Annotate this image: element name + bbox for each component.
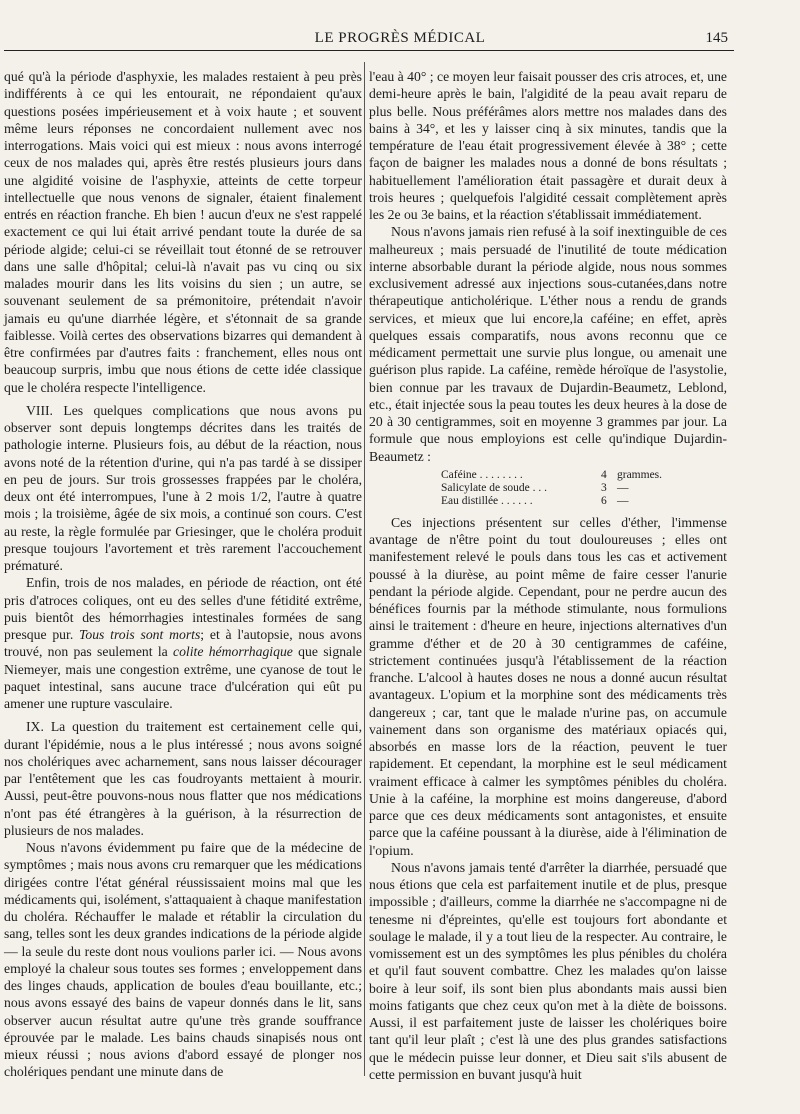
ingredient-quantity: 4 [601,468,607,481]
ingredient-unit: — [617,494,629,507]
ingredient-name: Salicylate de soude . . . [441,481,548,494]
paragraph: l'eau à 40° ; ce moyen leur faisait pousser des cris atroces, et, une demi-heure après le bain, l'algidité de la peau avait reparu de plus belle. Nous préférâmes alors mettre nos malades dans des bains à 34°, et les y laisser cinq à six minutes, tandis que la température de l'eau était progressivement élevée à 38° ; cette façon de baigner les malades nous a donné de bons résultats ; habituellement l'amélioration était passagère et durait deux à trois heures ; quelquefois l'algidité cessait complètement après les 2e ou 3e bains, et la réaction s'établissait immédiatement. [369,69,727,222]
ingredient-name: Caféine . . . . . . . . [441,468,523,481]
ingredient-quantity: 3 [601,481,607,494]
ingredient-quantity: 6 [601,494,607,507]
paragraph: Nous n'avons jamais tenté d'arrêter la diarrhée, persuadé que nous étions que cela est parfaitement inutile et de plus, presque impossible ; d'ailleurs, comme la diarrhée ne s'accompagne ni de tenesme ni d'épreintes, qu'elle est toujours fort abondante et soulage le malade, il y a tout lieu de la respecter. Au contraire, le vomissement est un des symptômes les plus pénibles du choléra et qu'il faut souvent combattre. Chez les malades qu'on laisse boire à leur soif, ils sont bien plus abondants mais aussi bien moins fatigants que chez ceux qu'on met à la diète de boissons. Aussi, il est parfaitement juste de laisser les cholériques boire tant qu'il leur plaît ; c'est là une des plus grandes satisfactions que le médecin puisse leur donner, et Dieu sait s'ils abusent de cette permission en buvant jusqu'à huit [369,859,727,1082]
formula-row [441,469,727,482]
section-number: IX. [26,719,44,735]
paragraph-text: La question du traitement est certainement celle qui, durant l'épidémie, nous a le plus intéressé ; nous avons soigné nos cholériques avec acharnement, sans nous laisser décourager par l'entêtement que les cas foudroyants mettaient à mourir. Aussi, peut-être pouvons-nous nous flatter que nos médications n'ont pas été étrangères à la guérison, à la résurrection de plusieurs de nos malades. [4,719,362,838]
section-ix-paragraph [4,718,362,839]
paragraph-text: que signale Niemeyer, mais une congestion extrême, une cyanose de tout le paquet intestinal, sans aucune trace d'ulcération qui eût pu amener une rupture vasculaire. [4,644,362,711]
ingredient-name: Eau distillée . . . . . . [441,494,533,507]
running-title: LE PROGRÈS MÉDICAL [314,30,486,46]
section-number: VIII. [26,402,53,418]
paragraph-text: Les quelques complications que nous avons pu observer sont depuis longtemps décrites dans les traités de pathologie interne. Plusieurs fois, au début de la réaction, nous avons noté de la rétention d'urine, qui n'a pas tardé à se dissiper en peu de jours. Sur trois grossesses frappées par le choléra, deux ont été interrompues, l'une à 2 mois 1/2, l'autre à quatre mois ; la troisième, âgée de six mois, a continué son cours. C'est au reste, la règle formulée par Griesinger, que le choléra produit presque toujours l'avortement et très rarement l'accouchement prématuré. [4,402,362,573]
ingredient-unit: grammes. [617,468,663,481]
ingredient-unit: — [617,481,629,494]
emphasis-text: colite hémorrhagique [173,644,293,660]
paragraph: qué qu'à la période d'asphyxie, les malades restaient à peu près indifférents à ce qui les entourait, ne répondaient qu'aux questions posées impérieusement et à voix haute ; et souvent même leurs réponses ne concordaient nullement avec nos interrogations. Mais voici qui est mieux : nous avons interrogé ceux de nos malades qui, après être restés plusieurs jours dans une algidité voisine de l'asphyxie, atteints de cette torpeur intellectuelle que nous venons de signaler, étaient finalement entrés en réaction franche. Eh bien ! aucun d'eux ne s'est rappelé exactement ce qui lui était arrivé pendant toute la durée de sa période algide; celui-ci se réveillait tout étonné de se retrouver dans une salle d'hôpital; celui-là n'avait pas vu cinq ou six malades mourir dans les lits voisins du sien ; un autre, se souvenant seulement de sa prémonitoire, prétendait n'avoir jamais eu qu'une diarrhée légère, et s'étonnait de sa grande faiblesse. Voilà certes des observations bizarres qui demandent à être confirmées par d'autres faits : franchement, elles nous ont beaucoup surpris, imbu que nous étions de cette idée classique que le choléra respecte l'intelligence. [4,69,362,395]
column-divider [364,62,365,1076]
formula-row [441,482,727,495]
header-rule [4,50,734,51]
page-number: 145 [705,30,728,46]
left-column [4,68,362,1081]
paragraph: Nous n'avons jamais rien refusé à la soif inextinguible de ces malheureux ; mais persuadé de l'inutilité de toute médication interne absorbable durant la période algide, nous nous sommes exclusivement adressé aux injections sous-cutanées,dans notre thérapeutique anticholérique. L'éther nous a rendu de grands services, et mieux que lui encore,la caféine; en effet, après quelques essais comparatifs, nous avons reconnu que ce médicament permettait une survie plus longue, ou amenait une guérison plus rapide. La caféine, remède héroïque de l'asystolie, bien connue par les travaux de Dujardin-Beaumetz, Leblond, etc., était injectée sous la peau toutes les deux heures à la dose de 20 à 30 centigrammes, soit en moyenne 3 grammes par jour. La formule que nous employions est celle qu'indique Dujardin-Beaumetz : [369,224,727,464]
paragraph: Nous n'avons évidemment pu faire que de la médecine de symptômes ; mais nous avons cru remarquer que les médications dirigées contre l'état général réussissaient moins mal que les médicaments qui, isolément, s'attaquaient à chaque manifestation du choléra. Réchauffer le malade et rétablir la circulation du sang, telles sont les deux grandes indications de la période algide — la seule du reste dont nous voulions parler ici. — Nous avons employé la chaleur sous toutes ses formes ; enveloppement dans des linges chauds, application de boules d'eau bouillante, etc.; nous avons essayé des bains de vapeur donnés dans le lit, sans observer aucun résultat autre qu'une très grande souffrance éprouvée par le malade. Les bains chauds sinapisés nous ont mieux réussi ; nous avions d'abord essayé de plonger nos cholériques pendant une minute dans de [4,840,362,1080]
formula-table [441,469,727,508]
emphasis-text: Tous trois sont morts [79,627,201,642]
formula-row [441,495,727,508]
paragraph-text: ; et à l'autopsie, nous avons trouvé, non pas seulement la [4,627,362,660]
paragraph [4,574,362,712]
section-viii-paragraph [4,402,362,575]
page-header [0,30,800,52]
paragraph-text: Enfin, trois de nos malades, en période de réaction, ont été pris d'atroces coliques, ont eu des selles d'une fétidité extrême, puis bientôt des hémorrhagies intestinales formées de sang presque pur. [4,575,362,642]
paragraph: Ces injections présentent sur celles d'éther, l'immense avantage de n'être point du tout douloureuses ; elles ont manifestement relevé le pouls dans tous les cas et activement poussé à la diurèse, au point même de faire cesser l'anurie pendant la période algide. Cependant, pour ne perdre aucun des bénéfices fournis par la méthode stimulante, nous formulions ainsi le traitement : d'heure en heure, injections alternatives d'un gramme d'éther et de 20 à 30 centigrammes de caféine, strictement continuées jusqu'à l'établissement de la réaction franche. L'alcool à hautes doses ne nous a donné aucun résultat avantageux. L'opium et la morphine sont des médicaments très dangereux ; car, tant que le malade n'urine pas, on accumule vainement dans son organisme des matériaux opiacés qui, absorbés en masse lors de la réaction, peuvent le tuer rapidement. Et cependant, la morphine est le seul médicament vraiment efficace à calmer les symptômes pénibles du choléra. Unie à la caféine, la morphine est moins dangereuse, d'abord parce que ces deux médicaments sont antagonistes, et ensuite parce que la caféine poussant à la diurèse, aide à l'élimination de l'opium. [369,514,727,858]
right-column [369,68,727,1083]
